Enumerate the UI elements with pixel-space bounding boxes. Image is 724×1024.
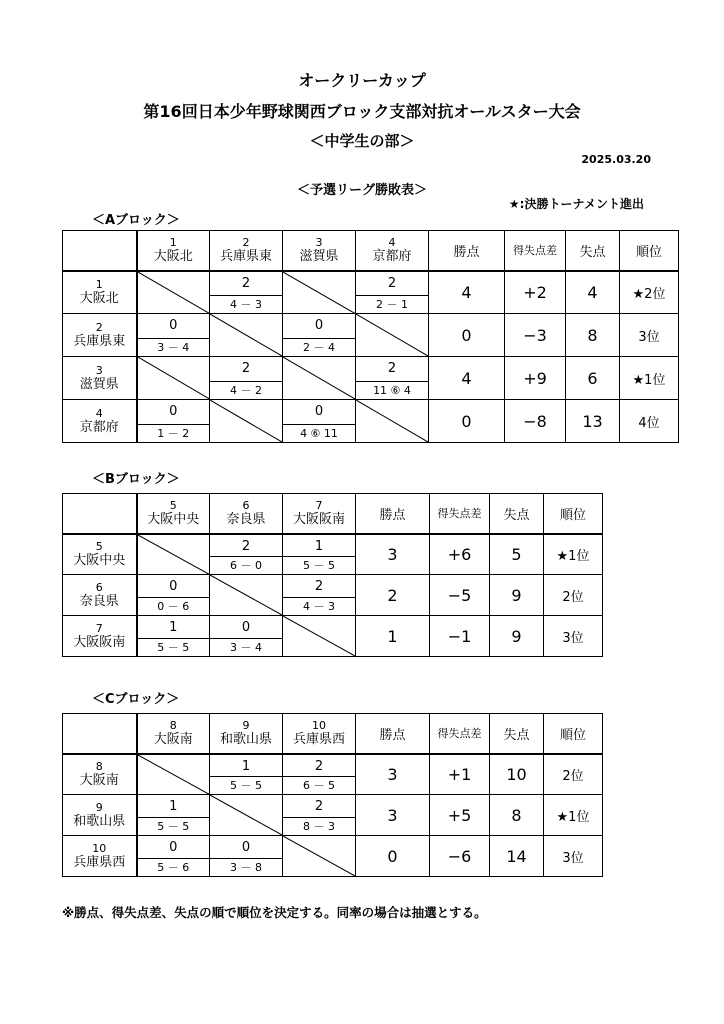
team-number: 4 <box>95 406 103 420</box>
conceded-header: 失点 <box>566 231 620 271</box>
points-value: 2 <box>356 575 430 616</box>
diff-value: +1 <box>430 754 490 795</box>
points-value: 0 <box>356 836 430 877</box>
footnote: ※勝点、得失点差、失点の順で順位を決定する。同率の場合は抽選とする。 <box>62 905 487 920</box>
conceded-value: 4 <box>566 271 620 314</box>
rank-value: 3位 <box>544 616 603 657</box>
corner-cell <box>63 494 137 534</box>
cup-title: オークリーカップ <box>298 71 426 90</box>
match-cell <box>283 795 356 836</box>
block-c-table <box>62 713 603 877</box>
column-header-team <box>356 231 429 271</box>
match-cell <box>137 795 210 836</box>
rank-value: ★2位 <box>620 271 679 314</box>
self-match-cell <box>210 795 283 836</box>
match-points: 0 <box>169 404 178 419</box>
row-header-team <box>63 314 137 357</box>
match-score: 1 － 2 <box>138 424 210 442</box>
skipped-match-cell <box>356 314 429 357</box>
conceded-value: 8 <box>490 795 544 836</box>
legend: ★:決勝トーナメント進出 <box>508 197 644 211</box>
row-header-team <box>63 271 137 314</box>
self-match-cell <box>356 400 429 443</box>
block-label-a: ＜Aブロック＞ <box>92 213 180 228</box>
match-cell <box>356 271 429 314</box>
rank-value: ★1位 <box>544 534 603 575</box>
team-name: 兵庫県西 <box>73 854 126 870</box>
table-row <box>63 357 679 400</box>
match-points: 0 <box>314 404 324 419</box>
table-row <box>63 754 603 795</box>
match-cell <box>137 575 210 616</box>
column-header-team <box>210 231 283 271</box>
team-number: 10 <box>92 841 107 855</box>
match-score: 2 － 4 <box>283 338 355 356</box>
match-cell <box>283 314 356 357</box>
diff-value: +5 <box>430 795 490 836</box>
match-points: 2 <box>387 361 397 376</box>
team-name: 大阪北 <box>153 248 193 264</box>
diff-value: +9 <box>505 357 566 400</box>
diff-value: −1 <box>430 616 490 657</box>
match-score: 4 ⑥ 11 <box>283 424 355 442</box>
diagonal-line <box>210 400 282 442</box>
diagonal-line <box>138 535 210 575</box>
match-points: 0 <box>314 318 324 333</box>
match-cell <box>283 575 356 616</box>
team-name: 大阪中央 <box>73 552 126 568</box>
team-number: 8 <box>169 718 177 732</box>
skipped-match-cell <box>137 357 210 400</box>
match-cell <box>210 836 283 877</box>
team-name: 奈良県 <box>79 593 119 609</box>
team-number: 8 <box>95 759 103 773</box>
match-points: 2 <box>241 361 251 376</box>
column-header-team <box>137 494 210 534</box>
match-points: 2 <box>314 579 324 594</box>
match-cell <box>137 836 210 877</box>
diagonal-line <box>210 314 282 356</box>
team-name: 大阪南 <box>79 772 119 788</box>
match-points: 1 <box>169 799 178 814</box>
team-number: 7 <box>95 621 103 635</box>
column-header-team <box>283 494 356 534</box>
corner-cell <box>63 714 137 754</box>
self-match-cell <box>137 271 210 314</box>
team-name: 大阪中央 <box>147 511 200 527</box>
points-value: 1 <box>356 616 430 657</box>
match-points: 2 <box>387 275 397 291</box>
match-score: 4 － 3 <box>283 597 355 615</box>
self-match-cell <box>283 836 356 877</box>
diagonal-line <box>356 314 428 356</box>
team-number: 7 <box>315 498 323 512</box>
conceded-value: 8 <box>566 314 620 357</box>
match-points: 0 <box>241 840 251 855</box>
column-header-team <box>210 714 283 754</box>
team-name: 和歌山県 <box>219 731 272 747</box>
match-cell <box>356 357 429 400</box>
diff-header: 得失点差 <box>430 714 490 754</box>
points-value: 3 <box>356 754 430 795</box>
match-score: 5 － 5 <box>138 638 210 656</box>
diagonal-line <box>210 575 282 615</box>
column-header-team <box>210 494 283 534</box>
conceded-value: 9 <box>490 575 544 616</box>
team-number: 5 <box>95 539 103 553</box>
match-cell <box>210 616 283 657</box>
match-score: 2 － 1 <box>356 295 428 313</box>
rank-header: 順位 <box>544 494 603 534</box>
match-cell <box>283 754 356 795</box>
rank-value: 2位 <box>544 575 603 616</box>
division-title: ＜中学生の部＞ <box>309 132 415 150</box>
match-points: 0 <box>169 579 178 594</box>
self-match-cell <box>137 534 210 575</box>
rank-value: ★1位 <box>620 357 679 400</box>
match-score: 5 － 5 <box>210 776 282 794</box>
row-header-team <box>63 836 137 877</box>
match-score: 5 － 5 <box>283 556 355 574</box>
conceded-value: 9 <box>490 616 544 657</box>
match-score: 6 － 5 <box>283 776 355 794</box>
team-number: 1 <box>95 277 103 291</box>
match-points: 0 <box>169 840 178 855</box>
self-match-cell <box>137 754 210 795</box>
team-name: 京都府 <box>372 248 412 264</box>
block-a-table <box>62 230 679 443</box>
match-score: 3 － 4 <box>138 338 210 356</box>
column-header-team <box>283 714 356 754</box>
match-score: 5 － 5 <box>138 817 210 835</box>
team-number: 2 <box>242 235 250 249</box>
match-points: 1 <box>314 538 324 554</box>
diagonal-line <box>356 400 428 442</box>
table-row <box>63 534 603 575</box>
diff-header: 得失点差 <box>430 494 490 534</box>
diagonal-line <box>210 795 282 835</box>
match-points: 2 <box>314 758 324 774</box>
points-value: 0 <box>429 314 505 357</box>
team-name: 大阪北 <box>79 290 119 306</box>
table-row <box>63 836 603 877</box>
match-cell <box>210 754 283 795</box>
match-score: 11 ⑥ 4 <box>356 381 428 399</box>
team-name: 京都府 <box>79 419 119 435</box>
column-header-team <box>283 231 356 271</box>
team-name: 滋賀県 <box>299 248 339 264</box>
match-cell <box>210 271 283 314</box>
table-row <box>63 616 603 657</box>
table-row <box>63 795 603 836</box>
table-row <box>63 575 603 616</box>
points-value: 0 <box>429 400 505 443</box>
row-header-team <box>63 795 137 836</box>
row-header-team <box>63 754 137 795</box>
standings-subtitle: ＜予選リーグ勝敗表＞ <box>296 183 427 198</box>
team-number: 6 <box>95 580 103 594</box>
self-match-cell <box>210 575 283 616</box>
team-number: 9 <box>95 800 103 814</box>
row-header-team <box>63 616 137 657</box>
team-name: 兵庫県東 <box>219 248 272 264</box>
self-match-cell <box>210 314 283 357</box>
points-value: 4 <box>429 271 505 314</box>
match-points: 2 <box>241 275 251 291</box>
match-cell <box>283 534 356 575</box>
match-cell <box>137 314 210 357</box>
conceded-value: 10 <box>490 754 544 795</box>
skipped-match-cell <box>210 400 283 443</box>
match-score: 6 － 0 <box>210 556 282 574</box>
team-number: 10 <box>312 718 326 732</box>
diff-value: +6 <box>430 534 490 575</box>
rank-value: ★1位 <box>544 795 603 836</box>
row-header-team <box>63 357 137 400</box>
date: 2025.03.20 <box>581 153 651 166</box>
points-header: 勝点 <box>356 494 430 534</box>
block-label-b: ＜Bブロック＞ <box>92 472 180 487</box>
table-row <box>63 314 679 357</box>
team-name: 奈良県 <box>226 511 266 527</box>
diff-value: −6 <box>430 836 490 877</box>
team-name: 兵庫県東 <box>73 333 126 349</box>
conceded-value: 5 <box>490 534 544 575</box>
match-points: 2 <box>241 538 251 554</box>
match-points: 1 <box>241 758 251 774</box>
diagonal-line <box>138 357 210 399</box>
team-number: 6 <box>242 498 250 512</box>
diagonal-line <box>283 836 355 876</box>
points-value: 3 <box>356 795 430 836</box>
self-match-cell <box>283 357 356 400</box>
match-points: 0 <box>241 620 251 635</box>
team-name: 大阪阪南 <box>73 634 126 650</box>
team-number: 9 <box>242 718 250 732</box>
match-score: 0 － 6 <box>138 597 210 615</box>
row-header-team <box>63 575 137 616</box>
match-score: 8 － 3 <box>283 817 355 835</box>
rank-header: 順位 <box>620 231 679 271</box>
rank-value: 3位 <box>620 314 679 357</box>
conceded-header: 失点 <box>490 494 544 534</box>
row-header-team <box>63 400 137 443</box>
match-points: 1 <box>169 620 178 635</box>
self-match-cell <box>283 616 356 657</box>
conceded-value: 6 <box>566 357 620 400</box>
match-score: 4 － 3 <box>210 295 282 313</box>
match-cell <box>210 357 283 400</box>
rank-header: 順位 <box>544 714 603 754</box>
conceded-value: 13 <box>566 400 620 443</box>
row-header-team <box>63 534 137 575</box>
match-cell <box>137 400 210 443</box>
team-name: 大阪南 <box>153 731 193 747</box>
diff-value: −3 <box>505 314 566 357</box>
diagonal-line <box>283 272 355 314</box>
column-header-team <box>137 714 210 754</box>
skipped-match-cell <box>283 271 356 314</box>
diff-header: 得失点差 <box>505 231 566 271</box>
match-score: 3 － 8 <box>210 858 282 876</box>
diff-value: +2 <box>505 271 566 314</box>
team-name: 滋賀県 <box>79 376 119 392</box>
match-score: 4 － 2 <box>210 381 282 399</box>
table-row <box>63 400 679 443</box>
column-header-team <box>137 231 210 271</box>
corner-cell <box>63 231 137 271</box>
diagonal-line <box>138 272 210 314</box>
match-points: 0 <box>169 318 178 333</box>
points-value: 3 <box>356 534 430 575</box>
block-label-c: ＜Cブロック＞ <box>92 692 180 707</box>
match-cell <box>283 400 356 443</box>
team-name: 兵庫県西 <box>292 731 345 747</box>
points-header: 勝点 <box>429 231 505 271</box>
match-score: 5 － 6 <box>138 858 210 876</box>
team-number: 2 <box>95 320 103 334</box>
points-value: 4 <box>429 357 505 400</box>
tournament-title: 第16回日本少年野球関西ブロック支部対抗オールスター大会 <box>143 102 581 121</box>
match-cell <box>137 616 210 657</box>
team-number: 3 <box>315 235 323 249</box>
team-number: 3 <box>95 363 103 377</box>
match-score: 3 － 4 <box>210 638 282 656</box>
team-number: 4 <box>388 235 396 249</box>
points-header: 勝点 <box>356 714 430 754</box>
rank-value: 3位 <box>544 836 603 877</box>
diagonal-line <box>138 755 210 795</box>
team-number: 5 <box>169 498 177 512</box>
diff-value: −5 <box>430 575 490 616</box>
rank-value: 4位 <box>620 400 679 443</box>
diagonal-line <box>283 616 355 656</box>
block-b-table <box>62 493 603 657</box>
team-name: 大阪阪南 <box>292 511 345 527</box>
table-row <box>63 271 679 314</box>
diagonal-line <box>283 357 355 399</box>
team-name: 和歌山県 <box>73 813 126 829</box>
conceded-header: 失点 <box>490 714 544 754</box>
diff-value: −8 <box>505 400 566 443</box>
conceded-value: 14 <box>490 836 544 877</box>
team-number: 1 <box>169 235 177 249</box>
match-points: 2 <box>314 799 324 814</box>
rank-value: 2位 <box>544 754 603 795</box>
match-cell <box>210 534 283 575</box>
